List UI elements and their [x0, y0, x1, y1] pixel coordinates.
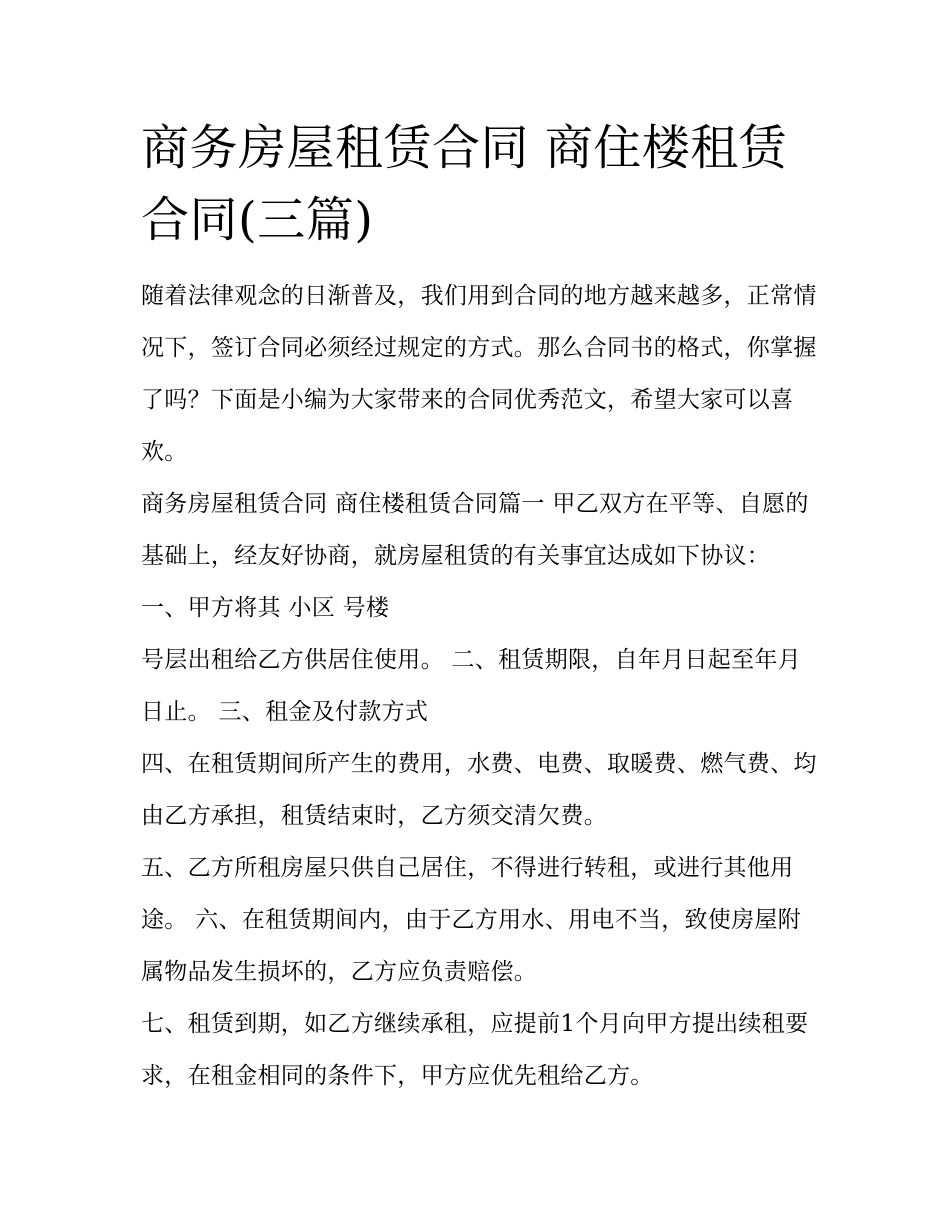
document-body: [141, 112, 821, 1102]
intro-paragraph: 随着法律观念的日渐普及，我们用到合同的地方越来越多，正常情况下，签订合同必须经过规定的方式。那么合同书的格式，你掌握了吗？下面是小编为大家带来的合同优秀范文，希望大家可以喜欢。: [141, 283, 817, 465]
contract-paragraph-3: 四、在租赁期间所产生的费用，水费、电费、取暖费、燃气费、均由乙方承担，租赁结束时，乙方须交清欠费。: [141, 751, 817, 829]
contract-paragraph-2: 号层出租给乙方供居住使用。 二、租赁期限，自年月日起至年月 日止。 三、租金及付款方式: [141, 647, 802, 725]
contract-paragraph-1: 商务房屋租赁合同 商住楼租赁合同篇一 甲乙双方在平等、自愿的基础上，经友好协商，就房屋租赁的有关事宜达成如下协议： 一、甲方将其 小区 号楼: [141, 491, 809, 621]
document-title: 商务房屋租赁合同 商住楼租赁合同(三篇): [141, 120, 788, 248]
contract-paragraph-5: 七、租赁到期，如乙方继续承租，应提前1个月向甲方提出续租要求，在租金相同的条件下，甲方应优先租给乙方。: [141, 1011, 809, 1089]
contract-paragraph-4: 五、乙方所租房屋只供自己居住，不得进行转租，或进行其他用途。 六、在租赁期间内，由于乙方用水、用电不当，致使房屋附属物品发生损坏的，乙方应负责赔偿。: [141, 855, 802, 985]
